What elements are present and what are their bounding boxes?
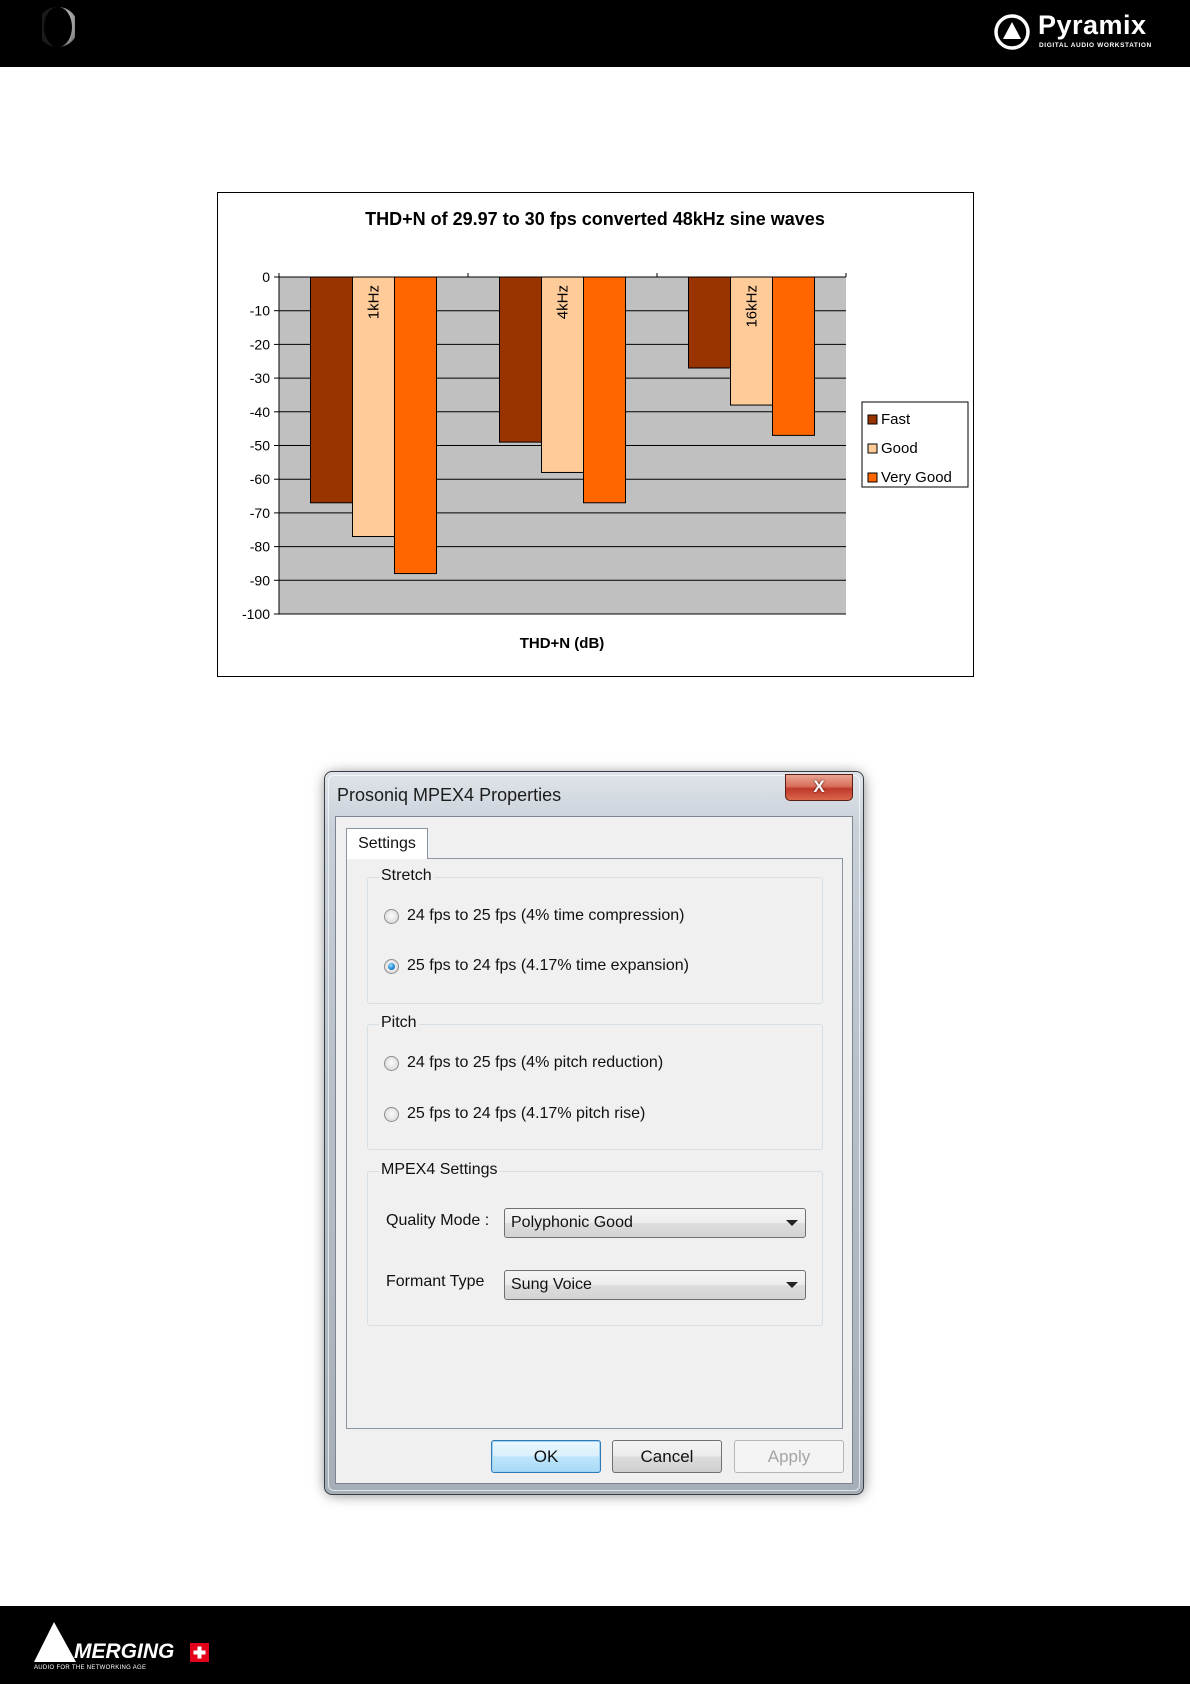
dialog-title: Prosoniq MPEX4 Properties bbox=[337, 785, 562, 805]
dialog-client-area bbox=[335, 816, 853, 1484]
legend-swatch bbox=[868, 473, 877, 482]
merging-logo bbox=[34, 1622, 234, 1672]
tab-settings[interactable]: Settings bbox=[346, 828, 428, 859]
y-tick-label: -60 bbox=[249, 471, 270, 488]
stretch-group-title: Stretch bbox=[381, 867, 432, 884]
chevron-down-icon bbox=[786, 1282, 798, 1288]
mpex4-settings-group bbox=[367, 1161, 823, 1326]
pitch-group bbox=[367, 1014, 823, 1150]
close-icon: X bbox=[813, 777, 825, 796]
chart-title: THD+N of 29.97 to 30 fps converted 48kHz sine waves bbox=[365, 209, 825, 229]
y-tick-label: -10 bbox=[249, 302, 270, 319]
pyramix-logo bbox=[994, 12, 1172, 56]
stretch-option-1[interactable] bbox=[384, 904, 684, 928]
y-tick-label: -30 bbox=[249, 370, 270, 387]
bar-fast bbox=[689, 277, 731, 368]
close-button[interactable] bbox=[785, 774, 853, 801]
apply-button[interactable]: Apply bbox=[734, 1440, 844, 1473]
mpex4-properties-dialog bbox=[324, 771, 864, 1495]
x-axis-label: THD+N (dB) bbox=[519, 635, 605, 652]
pitch-option-2-radio[interactable] bbox=[384, 1107, 399, 1122]
chevron-down-icon bbox=[786, 1220, 798, 1226]
category-label: 4kHz bbox=[554, 285, 572, 320]
stretch-group bbox=[367, 867, 823, 1004]
y-tick-label: 0 bbox=[262, 269, 270, 285]
cancel-button[interactable]: Cancel bbox=[612, 1440, 722, 1473]
quality-mode-select[interactable] bbox=[504, 1208, 806, 1238]
y-tick-label: -100 bbox=[241, 606, 270, 622]
mpex4-group-title: MPEX4 Settings bbox=[381, 1161, 498, 1178]
stretch-option-2[interactable] bbox=[384, 954, 689, 978]
category-label: 16kHz bbox=[743, 285, 761, 328]
stretch-option-1-label: 24 fps to 25 fps (4% time compression) bbox=[407, 907, 685, 924]
pyramix-tagline: DIGITAL AUDIO WORKSTATION bbox=[1039, 42, 1152, 49]
legend-swatch bbox=[868, 444, 877, 453]
y-tick-label: -70 bbox=[249, 504, 270, 521]
y-tick-label: -40 bbox=[249, 403, 270, 420]
bar-very-good bbox=[773, 277, 815, 435]
pitch-group-title: Pitch bbox=[381, 1014, 417, 1031]
pyramix-triangle-icon bbox=[994, 14, 1030, 50]
stretch-option-2-label: 25 fps to 24 fps (4.17% time expansion) bbox=[407, 957, 689, 974]
bar-very-good bbox=[584, 277, 626, 503]
legend-label: Good bbox=[881, 440, 918, 457]
merging-triangle-icon bbox=[34, 1622, 78, 1662]
bar-very-good bbox=[395, 277, 437, 574]
formant-type-value: Sung Voice bbox=[511, 1276, 592, 1293]
footer-bar bbox=[0, 1606, 1190, 1684]
thd-chart bbox=[217, 192, 974, 677]
legend-label: Very Good bbox=[881, 469, 952, 486]
moon-icon bbox=[42, 6, 75, 48]
merging-brand-name: MERGING bbox=[74, 1640, 175, 1663]
chart-svg bbox=[218, 193, 973, 676]
formant-type-select[interactable] bbox=[504, 1270, 806, 1300]
legend-swatch bbox=[868, 415, 877, 424]
stretch-option-2-radio[interactable] bbox=[384, 959, 399, 974]
pitch-option-1-label: 24 fps to 25 fps (4% pitch reduction) bbox=[407, 1054, 664, 1071]
pitch-option-2[interactable] bbox=[384, 1102, 645, 1126]
pitch-option-1[interactable] bbox=[384, 1051, 663, 1075]
legend-label: Fast bbox=[881, 411, 911, 428]
formant-type-label: Formant Type bbox=[386, 1273, 485, 1290]
bar-fast bbox=[311, 277, 353, 503]
merging-tagline: AUDIO FOR THE NETWORKING AGE bbox=[34, 1665, 147, 1671]
category-label: 1kHz bbox=[365, 285, 383, 320]
ok-button[interactable]: OK bbox=[491, 1440, 601, 1473]
quality-mode-label: Quality Mode : bbox=[386, 1212, 490, 1229]
swiss-cross-icon bbox=[190, 1643, 209, 1662]
settings-panel bbox=[346, 858, 843, 1429]
y-tick-label: -80 bbox=[249, 538, 270, 555]
stretch-option-1-radio[interactable] bbox=[384, 909, 399, 924]
pyramix-brand-name: Pyramix bbox=[1038, 10, 1147, 40]
pitch-option-1-radio[interactable] bbox=[384, 1056, 399, 1071]
pitch-option-2-label: 25 fps to 24 fps (4.17% pitch rise) bbox=[407, 1105, 646, 1122]
y-tick-label: -90 bbox=[249, 572, 270, 589]
y-tick-label: -50 bbox=[249, 437, 270, 454]
y-tick-label: -20 bbox=[249, 336, 270, 353]
header-bar bbox=[0, 0, 1190, 67]
quality-mode-value: Polyphonic Good bbox=[511, 1214, 633, 1231]
bar-fast bbox=[500, 277, 542, 442]
